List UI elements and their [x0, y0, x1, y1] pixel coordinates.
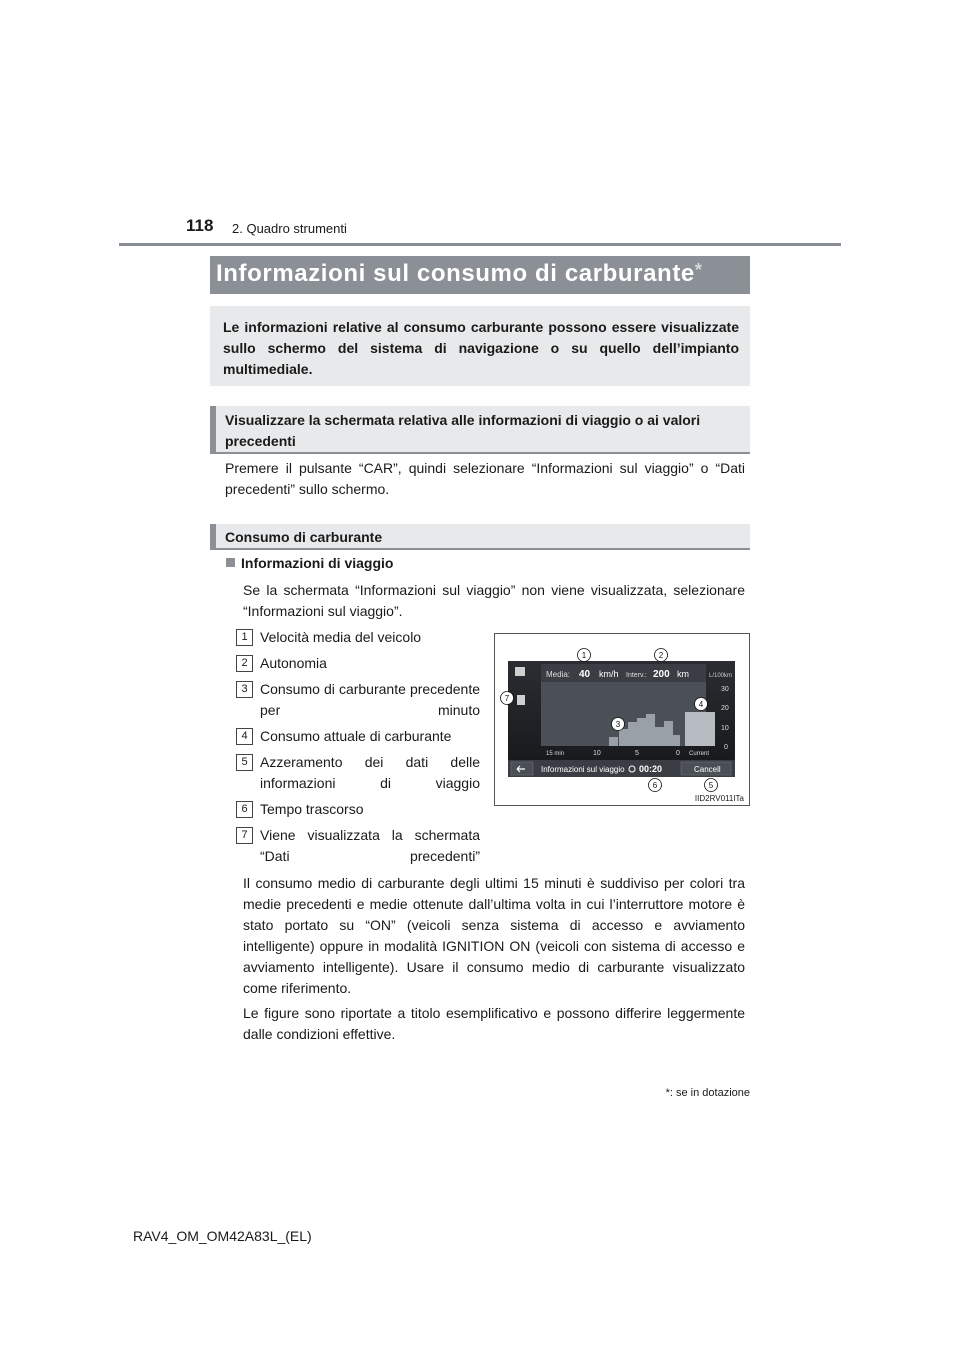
list-item: [236, 825, 480, 867]
x-tick: 15 min: [546, 751, 565, 757]
list-item: [236, 679, 480, 721]
callout-number: 4: [698, 700, 704, 709]
flag-icon: [515, 667, 525, 676]
bar: [609, 737, 618, 746]
y-tick: 30: [721, 686, 729, 693]
callout-number: 6: [652, 781, 658, 790]
screen-illustration: [495, 634, 749, 805]
list-item-text: Tempo trascorso: [260, 801, 364, 817]
document-code: RAV4_OM_OM42A83L_(EL): [133, 1228, 312, 1244]
fuel-average-paragraph: Il consumo medio di carburante degli ultimi 15 minuti è suddiviso per colori tra medie precedenti e medie ottenute dall’ultima volta in cui l’interruttore motore è stato portato su “ON” (veicoli senza sistema di accesso e avviamento intelligente) oppure in modalità IGNITION ON (veicoli con sistema di accesso e avviamento intelligente). Usare il consumo medio di carburante visualizzato come riferimento.: [243, 875, 745, 996]
trip-info-body: Se la schermata “Informazioni sul viaggio” non viene visualizzata, selezionare “Informazioni sul viaggio”.: [243, 582, 745, 619]
range-unit: km: [677, 669, 689, 679]
callout-number: 2: [236, 655, 253, 672]
section-title-bar: [210, 256, 750, 294]
bar: [664, 721, 673, 746]
callout-number: 1: [581, 651, 587, 660]
list-item-text: Consumo di carburante precedente per minuto: [260, 681, 480, 718]
callout-number: 4: [236, 728, 253, 745]
bar: [628, 722, 637, 746]
optional-footnote: *: se in dotazione: [665, 1087, 750, 1099]
callout-number: 2: [658, 651, 664, 660]
callout-number: 5: [708, 781, 714, 790]
list-item-text: Consumo attuale di carburante: [260, 728, 452, 744]
figure-code: IID2RV011ITa: [694, 794, 744, 803]
header-divider: [119, 243, 841, 246]
current-bar: [685, 712, 715, 746]
bar: [655, 727, 664, 746]
trip-screen-instructions: Premere il pulsante “CAR”, quindi selezionare “Informazioni sul viaggio” o “Dati precedenti” sullo schermo.: [225, 460, 745, 497]
speed-unit: km/h: [599, 669, 619, 679]
x-tick: 5: [635, 750, 639, 757]
trip-info-screen-figure: [494, 633, 750, 806]
range-value: 200: [653, 669, 670, 680]
x-tick: 10: [593, 750, 601, 757]
bar: [646, 714, 655, 746]
square-bullet-icon: [226, 558, 235, 567]
bar: [637, 718, 646, 746]
optional-marker: *: [694, 260, 703, 280]
chapter-title: 2. Quadro strumenti: [232, 221, 347, 236]
callout-number: 1: [236, 629, 253, 646]
speed-value: 40: [579, 669, 591, 680]
intro-text: Le informazioni relative al consumo carburante possono essere visualizzate sullo schermo del sistema di navigazione o su quello dell’impianto multimediale.: [223, 319, 739, 377]
list-item: [236, 653, 480, 674]
range-label: Interv.:: [626, 672, 647, 679]
bar: [673, 735, 680, 746]
list-item-text: Velocità media del veicolo: [260, 629, 422, 645]
callout-number: 7: [504, 694, 510, 703]
media-label: Media:: [546, 670, 571, 679]
fuel-pump-icon: [517, 695, 525, 705]
callout-number: 7: [236, 827, 253, 844]
consumption-unit: L/100km: [709, 673, 733, 679]
list-item: [236, 752, 480, 794]
section-title: Informazioni sul consumo di carburante: [216, 260, 695, 287]
x-tick: 0: [676, 750, 680, 757]
trip-button: Informazioni sul viaggio: [541, 765, 625, 774]
list-item-text: Azzeramento dei dati delle informazioni di viaggio: [260, 754, 480, 791]
cancel-button-label: Cancell: [694, 765, 721, 774]
callout-number: 3: [615, 720, 621, 729]
callout-number: 6: [236, 801, 253, 818]
figures-disclaimer: Le figure sono riportate a titolo esemplificativo e possono differire leggermente dalle condizioni effettive.: [243, 1005, 745, 1042]
trip-info-subheading-text: Informazioni di viaggio: [241, 555, 394, 571]
list-item-text: Autonomia: [260, 655, 327, 671]
subsection-heading-trip-screen: Visualizzare la schermata relativa alle informazioni di viaggio o ai valori precedenti: [210, 406, 750, 454]
current-label: Current: [689, 751, 710, 757]
subsection-heading-fuel: Consumo di carburante: [210, 524, 750, 550]
callout-number: 5: [236, 754, 253, 771]
y-tick: 0: [724, 744, 728, 751]
y-tick: 20: [721, 705, 729, 712]
trip-info-subheading: [226, 555, 393, 571]
list-item: [236, 726, 480, 747]
list-item: [236, 799, 480, 820]
elapsed-time: 00:20: [639, 764, 663, 774]
intro-box: [210, 306, 750, 386]
bar: [619, 729, 628, 746]
callout-number: 3: [236, 681, 253, 698]
y-tick: 10: [721, 725, 729, 732]
page-number: 118: [186, 216, 214, 235]
list-item-text: Viene visualizzata la schermata “Dati precedenti”: [260, 827, 480, 864]
list-item: [236, 627, 480, 648]
